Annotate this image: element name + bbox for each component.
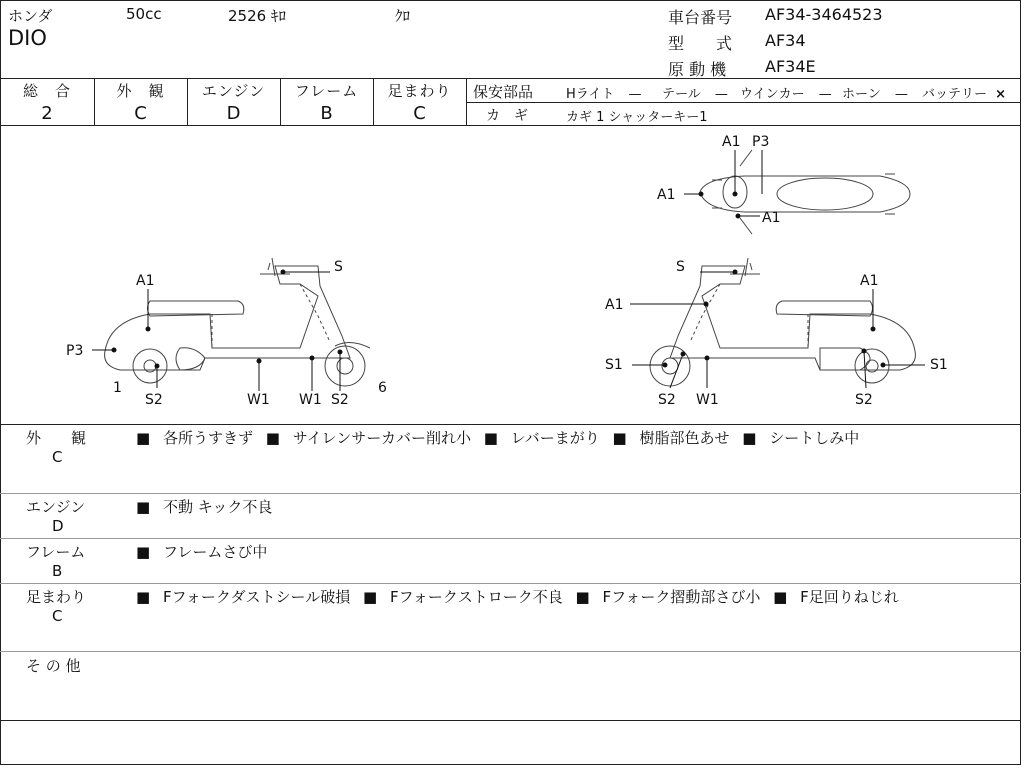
remark-item: フレームさび中 — [162, 543, 268, 561]
grade-engine-label: エンジン — [201, 82, 266, 100]
diag-label: S2 — [855, 392, 873, 408]
divider — [0, 720, 1021, 721]
bullet: ■ — [136, 543, 151, 561]
remark-item: Fフォークダストシール破損 — [162, 588, 351, 606]
remark-item: Fフォーク摺動部さび小 — [602, 588, 761, 606]
grade-frame — [280, 80, 373, 124]
diag-label: S2 — [331, 392, 349, 408]
grade-frame-label: フレーム — [294, 82, 359, 100]
grade-overall-label: 総 合 — [22, 82, 71, 100]
frame-no-label: 車台番号 — [668, 8, 733, 27]
safety-item-name: ウインカー — [740, 87, 805, 102]
section-items-frame — [136, 541, 275, 562]
diag-label: A1 — [860, 273, 879, 289]
model-name: DIO — [8, 26, 47, 50]
divider — [0, 424, 1021, 425]
bullet: ■ — [136, 498, 151, 516]
section-title-other: そ の 他 — [26, 657, 81, 675]
section-items-suspension — [136, 586, 907, 607]
grade-engine — [187, 80, 280, 124]
key-value: カギ 1 シャッターキー1 — [566, 110, 708, 125]
diag-label: 1 — [113, 380, 122, 396]
diag-label: W1 — [696, 392, 719, 408]
diag-label: W1 — [299, 392, 322, 408]
section-title-suspension: 足まわり — [26, 588, 87, 606]
divider — [0, 493, 1021, 494]
diag-label: A1 — [762, 210, 781, 226]
safety-item-mark: — — [628, 87, 642, 102]
safety-item-mark: — — [818, 87, 832, 102]
grade-suspension-value: C — [413, 103, 426, 124]
divider — [0, 651, 1021, 652]
divider — [467, 102, 1021, 103]
diag-label: S1 — [605, 357, 623, 373]
safety-item-name: ホーン — [842, 87, 881, 102]
safety-item — [566, 83, 642, 102]
safety-item — [842, 83, 908, 102]
diag-label: A1 — [657, 187, 676, 203]
safety-item — [922, 83, 1006, 102]
remark-item: 不動 キック不良 — [162, 498, 273, 516]
scooter-top-view — [700, 150, 910, 234]
remark-item: シートしみ中 — [769, 429, 860, 447]
diag-label: A1 — [722, 134, 741, 150]
remark-item: F足回りねじれ — [800, 588, 899, 606]
grade-exterior-label: 外 観 — [116, 82, 165, 100]
diag-label: W1 — [247, 392, 270, 408]
section-grade-engine: D — [52, 517, 64, 535]
key-label: カ ギ — [486, 108, 528, 124]
mileage: 2526 ｷﾛ — [228, 7, 286, 25]
safety-item — [740, 83, 832, 102]
safety-label: 保安部品 — [473, 83, 534, 101]
section-grade-suspension: C — [52, 607, 63, 625]
safety-item-mark: — — [894, 87, 908, 102]
grade-suspension — [373, 80, 466, 124]
remark-item: サイレンサーカバー削れ小 — [292, 429, 472, 447]
section-items-engine — [136, 496, 280, 517]
diag-label: S — [676, 259, 685, 275]
bullet: ■ — [265, 429, 280, 447]
safety-item-mark: — — [714, 87, 728, 102]
bullet: ■ — [575, 588, 590, 606]
bullet: ■ — [363, 588, 378, 606]
bullet: ■ — [136, 588, 151, 606]
safety-item-name: Hライト — [566, 87, 615, 102]
safety-item-mark: × — [995, 87, 1007, 102]
diag-label: A1 — [136, 273, 155, 289]
grade-exterior-value: C — [134, 103, 147, 124]
safety-item-name: バッテリー — [922, 87, 988, 102]
section-title-exterior: 外 観 — [26, 429, 87, 447]
engine-label: 原 動 機 — [668, 60, 727, 79]
diag-label: S1 — [930, 357, 948, 373]
color: ｸﾛ — [395, 7, 411, 25]
grade-suspension-label: 足まわり — [387, 82, 452, 100]
displacement: 50cc — [126, 5, 162, 23]
bullet: ■ — [612, 429, 627, 447]
divider — [0, 583, 1021, 584]
remark-item: レバーまがり — [510, 429, 600, 447]
remark-item: Fフォークストローク不良 — [390, 588, 563, 606]
divider — [466, 78, 467, 125]
grade-exterior — [94, 80, 187, 124]
safety-item-name: テール — [662, 87, 701, 102]
diag-label: A1 — [605, 297, 624, 313]
diag-label: 6 — [378, 380, 387, 396]
section-title-frame: フレーム — [26, 543, 86, 561]
bullet: ■ — [483, 429, 498, 447]
engine-value: AF34E — [765, 57, 816, 76]
damage-diagram — [0, 126, 1021, 424]
diag-label: P3 — [66, 343, 84, 359]
grade-overall — [0, 80, 94, 124]
section-title-engine: エンジン — [26, 498, 86, 516]
maker: ホンダ — [8, 7, 53, 25]
remark-item: 各所うすきず — [162, 429, 253, 447]
type-label: 型 式 — [668, 34, 733, 53]
diag-label: P3 — [752, 134, 770, 150]
bullet: ■ — [773, 588, 788, 606]
section-grade-frame: B — [52, 562, 63, 580]
remark-item: 樹脂部色あせ — [639, 429, 730, 447]
diag-label: S2 — [658, 392, 676, 408]
grade-engine-value: D — [226, 103, 241, 124]
section-grade-exterior: C — [52, 448, 63, 466]
frame-no-value: AF34-3464523 — [765, 5, 883, 24]
divider — [0, 538, 1021, 539]
diag-label: S2 — [145, 392, 163, 408]
bullet: ■ — [742, 429, 757, 447]
section-items-exterior — [136, 427, 867, 448]
bullet: ■ — [136, 429, 151, 447]
diag-label: S — [334, 259, 343, 275]
grade-frame-value: B — [320, 103, 333, 124]
divider — [0, 78, 1021, 79]
safety-item — [662, 83, 728, 102]
type-value: AF34 — [765, 31, 806, 50]
grade-overall-value: 2 — [41, 103, 53, 124]
